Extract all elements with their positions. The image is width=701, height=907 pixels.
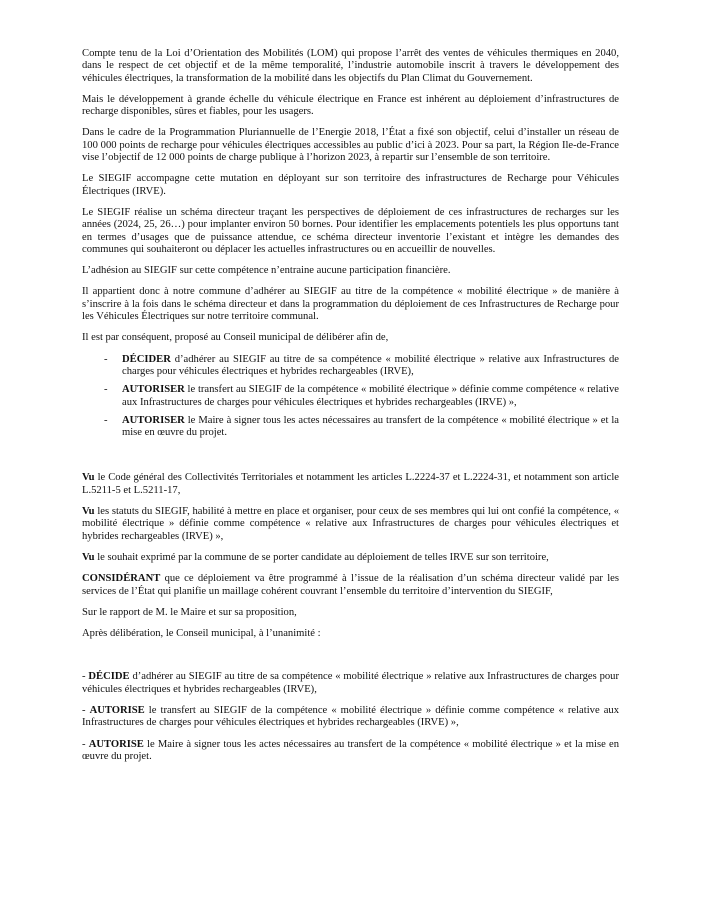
visa-text: le Code général des Collectivités Territoriales et notamment les articles L.2224-37 et L.2224-31, et notamment son article L.5211-5 et L.5211-17, [82, 472, 619, 496]
decision-paragraph [82, 671, 619, 696]
decision-paragraph [82, 739, 619, 764]
proposal-list [82, 354, 619, 440]
decision-text: le Maire à signer tous les actes nécessaires au transfert de la compétence « mobilité électrique » et la mise en œuvre du projet. [82, 738, 619, 762]
decision-keyword: AUTORISE [89, 704, 145, 716]
list-dash: - [104, 414, 108, 426]
visa-paragraph [82, 506, 619, 543]
proposal-item [82, 384, 619, 409]
decision-keyword: DÉCIDE [88, 671, 130, 683]
proposal-keyword: AUTORISER [122, 414, 185, 426]
decision-text: d’adhérer au SIEGIF au titre de sa compétence « mobilité électrique » relative aux Infrastructures de charges pour véhicules électriques et hybrides rechargeables (IRVE), [82, 671, 619, 695]
deliberation-paragraph: Après délibération, le Conseil municipal, à l’unanimité : [82, 628, 321, 640]
intro-paragraph-commune: Il appartient donc à notre commune d’adhérer au SIEGIF au titre de la compétence « mobilité électrique » de manière à s’inscrire à la fois dans le schéma directeur et dans la programmation du déploiement de ces Infrastructures de Recharge pour les Véhicules Électriques sur notre territoire communal. [82, 286, 619, 323]
list-dash: - [104, 353, 108, 365]
visa-paragraph [82, 552, 619, 564]
intro-paragraph-infrastructure: Mais le développement à grande échelle du véhicule électrique en France est inhérent au déploiement d’infrastructures de recharge disponibles, sûres et fiables, pour les usagers. [82, 93, 619, 118]
decision-prefix: - [82, 704, 90, 716]
proposal-text: le transfert au SIEGIF de la compétence « mobilité électrique » définie comme compétence « relative aux Infrastructures de charges pour véhicules électriques et hybrides rechargeables (IRVE) », [122, 384, 619, 408]
visa-text: les statuts du SIEGIF, habilité à mettre en place et organiser, pour ceux de ses membres qui lui ont confié la compétence, « mobilité électrique » définie comme compétence « relative aux Infrastructures de charges pour véhicules électriques et hybrides rechargeables (IRVE) », [82, 506, 619, 542]
considerant-paragraph [82, 573, 619, 598]
decision-keyword: AUTORISE [88, 738, 144, 750]
intro-paragraph-adhesion: L’adhésion au SIEGIF sur cette compétence n’entraine aucune participation financière. [82, 265, 451, 277]
decision-prefix: - [82, 671, 89, 683]
visa-paragraph [82, 472, 619, 497]
proposal-item [82, 354, 619, 379]
visa-text: le souhait exprimé par la commune de se porter candidate au déploiement de telles IRVE sur son territoire, [94, 551, 549, 563]
proposal-item [82, 415, 619, 440]
intro-paragraph-ppe: Dans le cadre de la Programmation Pluriannuelle de l’Energie 2018, l’État a fixé son objectif, celui d’installer un réseau de 100 000 points de recharge pour véhicules électriques accessibles au public d’ici à 2023. Pour sa part, la Région Ile-de-France vise l’objectif de 12 000 points de charge publique à l’horizon 2023, à repartir sur l’ensemble de son territoire. [82, 127, 619, 164]
report-paragraph: Sur le rapport de M. le Maire et sur sa proposition, [82, 606, 297, 618]
considerant-keyword: CONSIDÉRANT [82, 573, 161, 585]
visa-keyword: Vu [82, 506, 95, 518]
visa-keyword: Vu [82, 472, 95, 484]
intro-paragraph-proposal: Il est par conséquent, proposé au Conseil municipal de délibérer afin de, [82, 332, 389, 344]
proposal-keyword: AUTORISER [122, 384, 185, 396]
proposal-keyword: DÉCIDER [122, 353, 171, 365]
decision-prefix: - [82, 738, 89, 750]
decision-paragraph [82, 705, 619, 730]
visa-keyword: Vu [82, 551, 95, 563]
section-spacer [82, 649, 619, 671]
intro-paragraph-siegif-irve: Le SIEGIF accompagne cette mutation en déployant sur son territoire des infrastructures de Recharge pour Véhicules Électriques (IRVE). [82, 173, 619, 197]
proposal-text: d’adhérer au SIEGIF au titre de sa compétence « mobilité électrique » relative aux Infrastructures de charges pour véhicules électriques et hybrides rechargeables (IRVE), [122, 353, 619, 377]
proposal-text: le Maire à signer tous les actes nécessaires au transfert de la compétence « mobilité électrique » et la mise en œuvre du projet. [122, 414, 619, 439]
intro-paragraph-lom: Compte tenu de la Loi d’Orientation des Mobilités (LOM) qui propose l’arrêt des ventes de véhicules thermiques en 2040, dans le respect de cet objectif et de la même temporalité, l’industrie automobile inscrit à travers le développement des véhicules électriques, la transformation de la mobilité dans les objectifs du Plan Climat du Gouvernement. [82, 48, 619, 84]
section-spacer [82, 448, 619, 472]
considerant-text: que ce déploiement va être programmé à l’issue de la réalisation d’un schéma directeur validé par les services de l’État qui planifie un maillage cohérent couvrant l’ensemble du territoire d’intervention du SIEGIF, [82, 573, 619, 597]
decision-text: le transfert au SIEGIF de la compétence « mobilité électrique » définie comme compétence « relative aux Infrastructures de charges pour véhicules électriques et hybrides rechargeables (IRVE) », [82, 704, 619, 729]
list-dash: - [104, 384, 108, 396]
intro-paragraph-schema-directeur: Le SIEGIF réalise un schéma directeur traçant les perspectives de déploiement de ces infrastructures de recharges sur les années (2024, 25, 26…) pour implanter environ 50 bornes. Pour identifier les emplacements potentiels les plus opportuns tant en termes d’usages que de puissance attendue, ce schéma directeur inventorie l’existant et intègre les demandes des communes qui souhaiteront ou déplacer les actuelles infrastructures ou en accueillir de nouvelles. [82, 206, 619, 255]
